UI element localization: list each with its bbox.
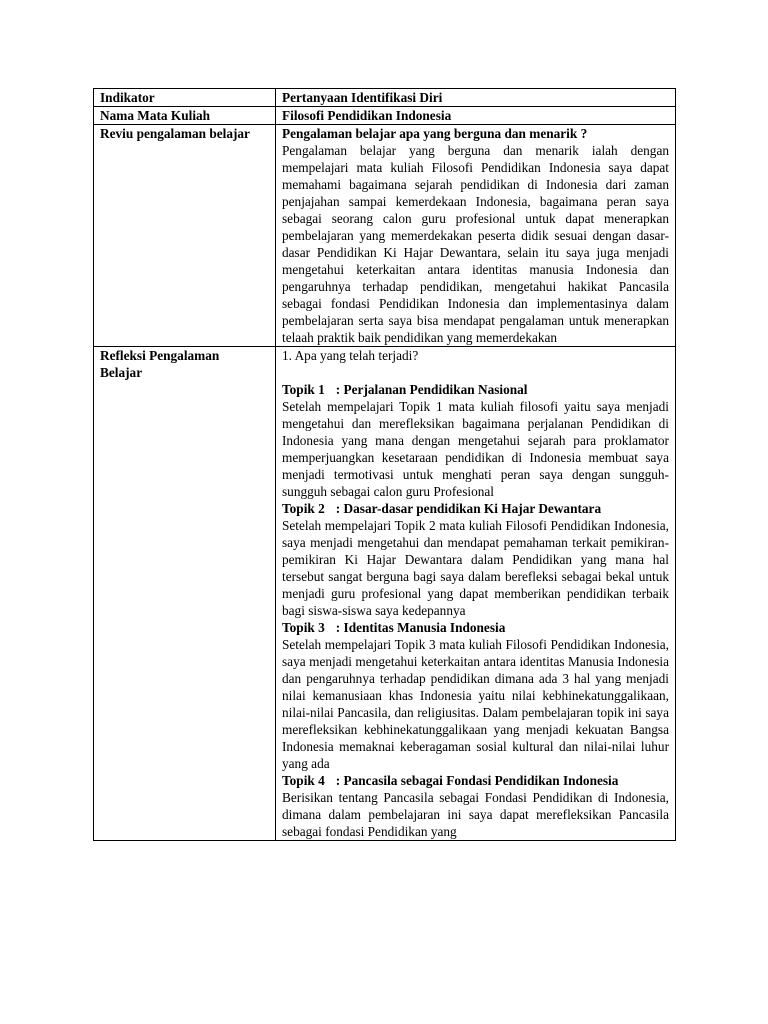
topic-2-heading: [282, 500, 669, 517]
topic-4-title: : Pancasila sebagai Fondasi Pendidikan Indonesia: [335, 773, 619, 788]
topic-2-title: : Dasar-dasar pendidikan Ki Hajar Dewantara: [335, 501, 602, 516]
topic-1-heading: [282, 381, 669, 398]
topic-3-title: : Identitas Manusia Indonesia: [335, 620, 506, 635]
topic-4-heading: [282, 772, 669, 789]
header-indikator: Indikator: [94, 89, 276, 107]
course-label: Nama Mata Kuliah: [94, 107, 276, 125]
review-question: Pengalaman belajar apa yang berguna dan menarik ?: [282, 126, 588, 141]
review-answer: Pengalaman belajar yang berguna dan menarik ialah dengan mempelajari mata kuliah Filosofi Pendidikan Indonesia saya dapat memahami bagaimana sejarah pendidikan di Indonesia dari zaman penjajahan sampai kemerdekaan Indonesia, bagaimana peran saya sebagai seorang calon guru profesional untuk dapat menerapkan pembelajaran yang memerdekakan peserta didik sesuai dengan dasar-dasar Pendidikan Ki Hajar Dewantara, selain itu saya juga menjadi mengetahui keterkaitan antara identitas manusia Indonesia dan pengaruhnya terhadap pendidikan, mengetahui hakikat Pancasila sebagai fondasi Pendidikan Indonesia dan implementasinya dalam pembelajaran serta saya bisa mendapat pengalaman untuk menerapkan telaah praktik baik pendidikan yang memerdekakan: [282, 143, 669, 345]
topic-3-heading: [282, 619, 669, 636]
header-pertanyaan: Pertanyaan Identifikasi Diri: [276, 89, 676, 107]
blank-line: [282, 364, 669, 381]
table-header-row: [94, 89, 676, 107]
identification-table: [93, 88, 676, 841]
table-row-course: [94, 107, 676, 125]
reflection-label-text: Refleksi Pengalaman Belajar: [100, 348, 220, 380]
table-row-review: [94, 125, 676, 347]
topic-2-number: Topik 2: [282, 501, 325, 516]
topic-4-body: Berisikan tentang Pancasila sebagai Fondasi Pendidikan di Indonesia, dimana dalam pembelajaran ini saya dapat merefleksikan Pancasila sebagai fondasi Pendidikan yang: [282, 790, 669, 839]
topic-2-body: Setelah mempelajari Topik 2 mata kuliah Filosofi Pendidikan Indonesia, saya menjadi mengetahui dan mendapat pemahaman terkait pemikiran-pemikiran Ki Hajar Dewantara dalam Pendidikan yang mana hal tersebut sangat berguna bagi saya dalam berefleksi sebagai bekal untuk menjadi guru profesional yang dapat memberikan pendidikan terbaik bagi siswa-siswa saya kedepannya: [282, 518, 669, 618]
reflection-question: 1. Apa yang telah terjadi?: [282, 348, 419, 363]
course-value: Filosofi Pendidikan Indonesia: [276, 107, 676, 125]
review-label-text: Reviu pengalaman belajar: [100, 126, 250, 141]
reflection-label: [94, 347, 276, 841]
review-label: [94, 125, 276, 347]
table-row-reflection: [94, 347, 676, 841]
topic-1-number: Topik 1: [282, 382, 325, 397]
topic-3-body: Setelah mempelajari Topik 3 mata kuliah Filosofi Pendidikan Indonesia, saya menjadi mengetahui keterkaitan antara identitas Manusia Indonesia dan pengaruhnya terhadap pendidikan dimana ada 3 hal yang menjadi nilai kemanusiaan khas Indonesia yaitu nilai kebhinekatunggalikaan, nilai-nilai Pancasila, dan religiusitas. Dalam pembelajaran topik ini saya merefleksikan kebhinekatunggalikaan yang menjadi kekuatan Bangsa Indonesia memaknai keberagaman sosial kultural dan nilai-nilai luhur yang ada: [282, 637, 669, 771]
topic-1-body: Setelah mempelajari Topik 1 mata kuliah filosofi yaitu saya menjadi mengetahui dan merefleksikan bagaimana perjalanan Pendidikan di Indonesia yang mana dengan mengetahui sejarah para proklamator memperjuangkan kesetaraan pendidikan di Indonesia membuat saya menjadi termotivasi untuk menghati peran saya dengan sungguh-sungguh sebagai calon guru Profesional: [282, 399, 669, 499]
reflection-content: [276, 347, 676, 841]
topic-4-number: Topik 4: [282, 773, 325, 788]
topic-3-number: Topik 3: [282, 620, 325, 635]
topic-1-title: : Perjalanan Pendidikan Nasional: [335, 382, 528, 397]
review-content: [276, 125, 676, 347]
